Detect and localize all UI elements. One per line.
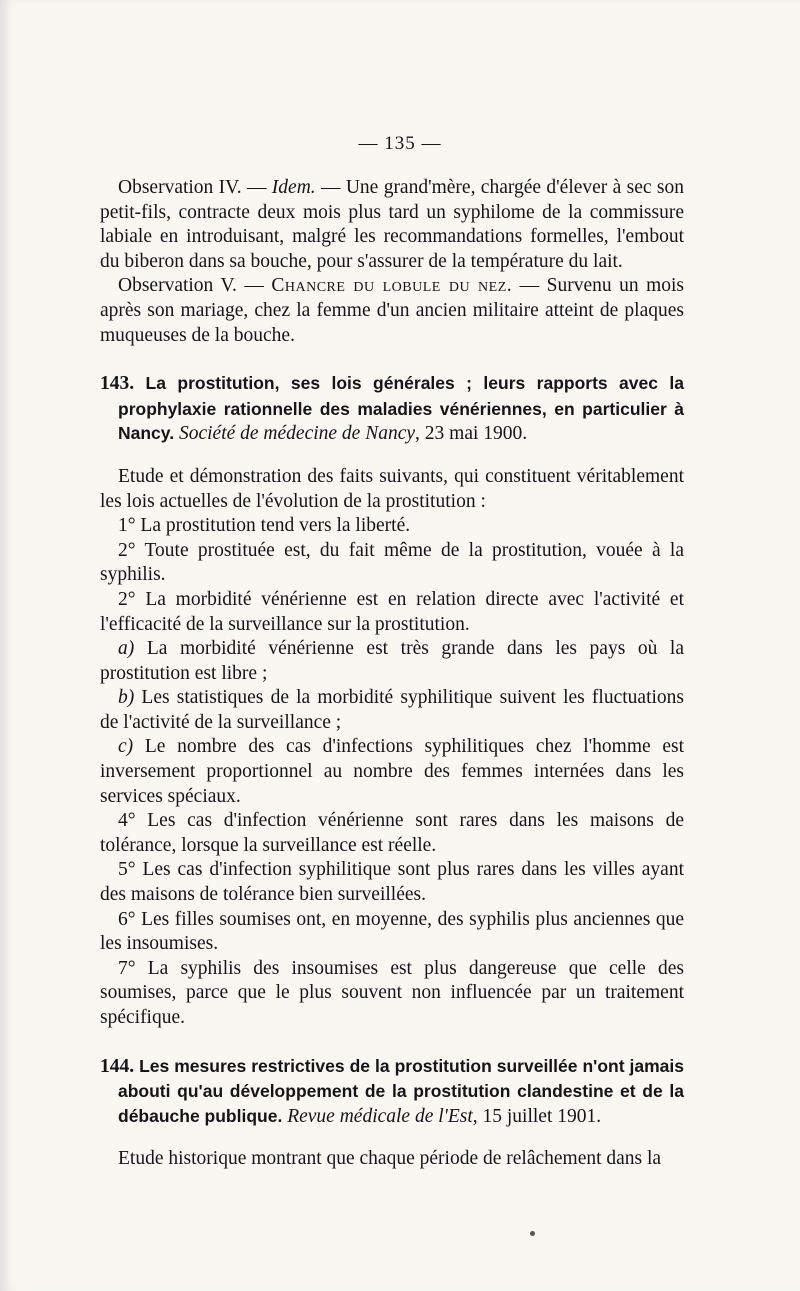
entry-143-intro: Etude et démonstration des faits suivants, qui constituent véritablement les lois actuelles de l'évolution de la prostitution : xyxy=(100,465,684,512)
subitem-b-letter: b) xyxy=(118,687,135,709)
entry-143-subitem-c xyxy=(100,735,684,809)
entry-144-number: 144. xyxy=(100,1055,135,1077)
subitem-c-letter: c) xyxy=(118,736,134,758)
entry-143-journal: Société de médecine de Nancy xyxy=(174,423,416,445)
observation-iv-label: Observation IV. — xyxy=(118,177,272,198)
entry-144-title: Les mesures restrictives de la prostitution surveillée n'ont jamais abouti qu'au développement de la prostitution clandestine et de la débauche publique. xyxy=(118,1055,684,1126)
subitem-c-text: Le nombre des cas d'infections syphilitiques chez l'homme est inversement proportionnel au nombre des femmes internées dans les services spéciaux. xyxy=(100,736,684,807)
ink-speck xyxy=(530,1231,535,1236)
entry-143-item-4: 4° Les cas d'infection vénérienne sont rares dans les maisons de tolérance, lorsque la surveillance est réelle. xyxy=(100,810,684,856)
entry-143-heading xyxy=(100,371,684,447)
entry-143-subitem-a xyxy=(100,637,684,686)
observation-v-title: Chancre du lobule du nez. xyxy=(271,275,513,297)
entry-144-date: , 15 juillet 1901. xyxy=(472,1105,602,1127)
entry-144-heading xyxy=(100,1054,684,1130)
observation-v-label: Observation V. — xyxy=(118,275,272,297)
observation-iv xyxy=(100,176,684,274)
page-number: — 135 — xyxy=(358,133,442,154)
entry-143-date: , 23 mai 1900. xyxy=(415,423,528,445)
observation-v-text: — Survenu un mois après son mariage, chez la femme d'un ancien militaire atteint de plaques muqueuses de la bouche. xyxy=(100,275,685,346)
observation-iv-title: Idem. xyxy=(271,177,316,198)
entry-143-item-1: 1° La prostitution tend vers la liberté. xyxy=(118,515,411,537)
entry-143-item-7: 7° La syphilis des insoumises est plus dangereuse que celle des soumises, parce que le plus souvent non influencée par un traitement spécifique. xyxy=(100,957,684,1028)
subitem-a-text: La morbidité vénérienne est très grande dans les pays où la prostitution est libre ; xyxy=(100,638,684,684)
entry-143-item-3: 2° La morbidité vénérienne est en relation directe avec l'activité et l'efficacité de la surveillance sur la prostitution. xyxy=(100,588,684,635)
observation-v xyxy=(100,274,684,348)
entry-143-item-6: 6° Les filles soumises ont, en moyenne, des syphilis plus anciennes que les insoumises. xyxy=(100,908,684,955)
entry-143-subitem-b xyxy=(100,686,684,735)
entry-144-intro: Etude historique montrant que chaque période de relâchement dans la xyxy=(118,1148,662,1170)
entry-144-journal: Revue médicale de l'Est xyxy=(282,1105,473,1127)
observation-iv-text: — Une grand'mère, chargée d'élever à sec son petit-fils, contracte deux mois plus tard un syphilome de la commissure labiale en introduisant, malgré les recommandations formelles, l'embout du biberon dans sa bouche, pour s'assurer de la température du lait. xyxy=(100,177,684,272)
subitem-b-text: Les statistiques de la morbidité syphilitique suivent les fluctuations de l'activité de la surveillance ; xyxy=(100,687,684,733)
entry-143-item-2: 2° Toute prostituée est, du fait même de la prostitution, vouée à la syphilis. xyxy=(100,539,684,586)
text-column xyxy=(100,176,684,1172)
entry-143-item-5: 5° Les cas d'infection syphilitique sont plus rares dans les villes ayant des maisons de tolérance bien surveillées. xyxy=(100,859,684,906)
subitem-a-letter: a) xyxy=(118,638,135,660)
entry-143-title: La prostitution, ses lois générales ; leurs rapports avec la prophylaxie rationnelle des maladies vénériennes, en particulier à Nancy. xyxy=(118,373,684,444)
entry-143-number: 143. xyxy=(100,373,135,395)
